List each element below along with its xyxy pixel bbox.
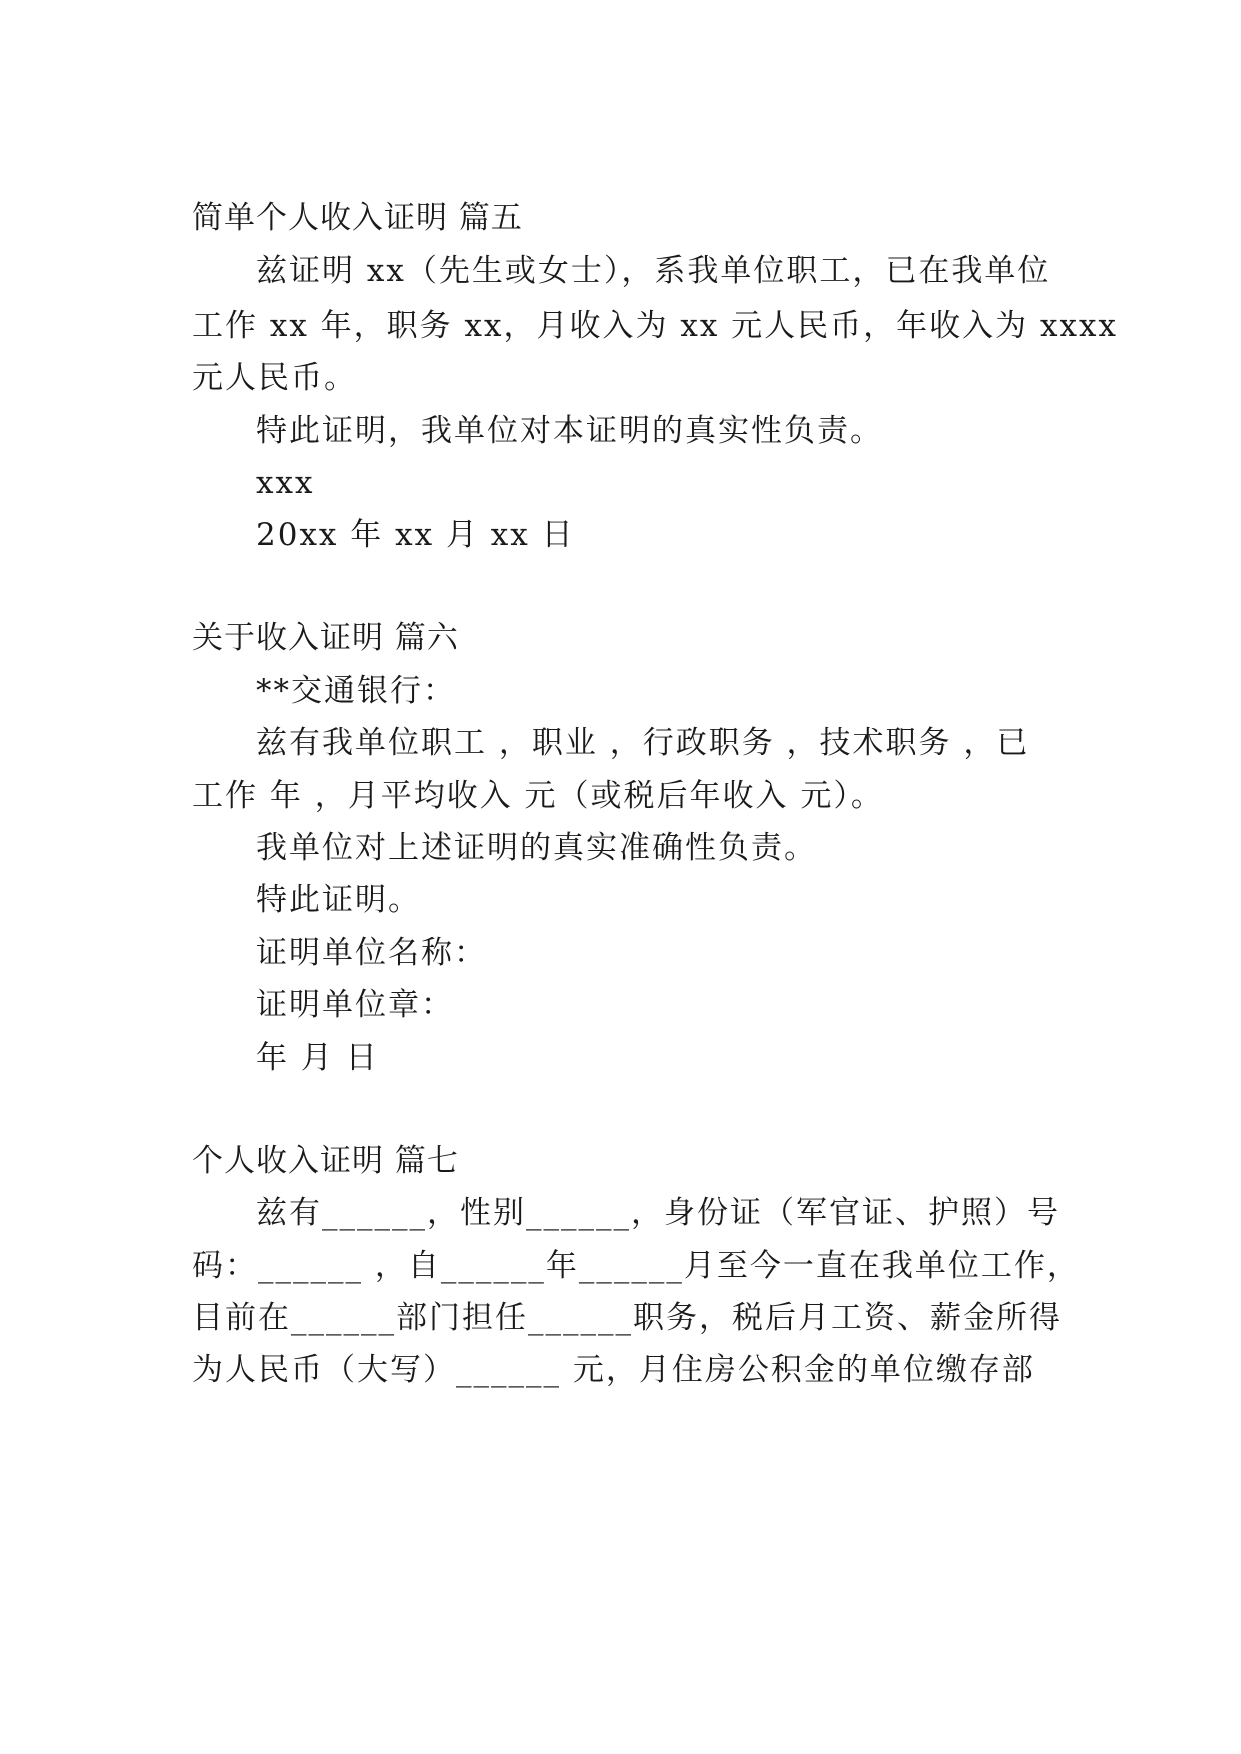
- section-6-para3: 特此证明。: [256, 882, 421, 918]
- section-7-para1-line1: 兹有______，性别______，身份证（军官证、护照）号: [256, 1195, 1060, 1231]
- section-6-title: 关于收入证明 篇六: [192, 620, 459, 656]
- section-6-para1-line2: 工作 年 ，月平均收入 元（或税后年收入 元）。: [192, 778, 884, 814]
- section-5-para1-line1: 兹证明 xx（先生或女士），系我单位职工，已在我单位: [256, 253, 1051, 289]
- section-6-unit-name: 证明单位名称：: [256, 935, 487, 971]
- section-7-para1-line4: 为人民币（大写）______ 元，月住房公积金的单位缴存部: [192, 1352, 1035, 1388]
- section-6-addressee: **交通银行：: [256, 673, 456, 709]
- section-7-para1-line2: 码：______ ，自______年______月至今一直在我单位工作，: [192, 1248, 1080, 1284]
- section-6-date: 年 月 日: [256, 1040, 379, 1076]
- section-5-para2: 特此证明，我单位对本证明的真实性负责。: [256, 413, 883, 449]
- section-5-para1-line2: 工作 xx 年，职务 xx，月收入为 xx 元人民币，年收入为 xxxx: [192, 308, 1118, 344]
- section-6-para2: 我单位对上述证明的真实准确性负责。: [256, 830, 817, 866]
- section-5-title: 简单个人收入证明 篇五: [192, 200, 523, 236]
- section-6-unit-seal: 证明单位章：: [256, 987, 454, 1023]
- section-7-para1-line3: 目前在______部门担任______职务，税后月工资、薪金所得: [192, 1300, 1062, 1336]
- section-5-para1-line3: 元人民币。: [192, 360, 357, 396]
- section-5-date: 20xx 年 xx 月 xx 日: [256, 517, 575, 553]
- section-7-title: 个人收入证明 篇七: [192, 1143, 459, 1179]
- section-6-para1-line1: 兹有我单位职工 ，职业 ，行政职务 ，技术职务 ，已: [256, 725, 1030, 761]
- section-5-signer: xxx: [256, 465, 315, 501]
